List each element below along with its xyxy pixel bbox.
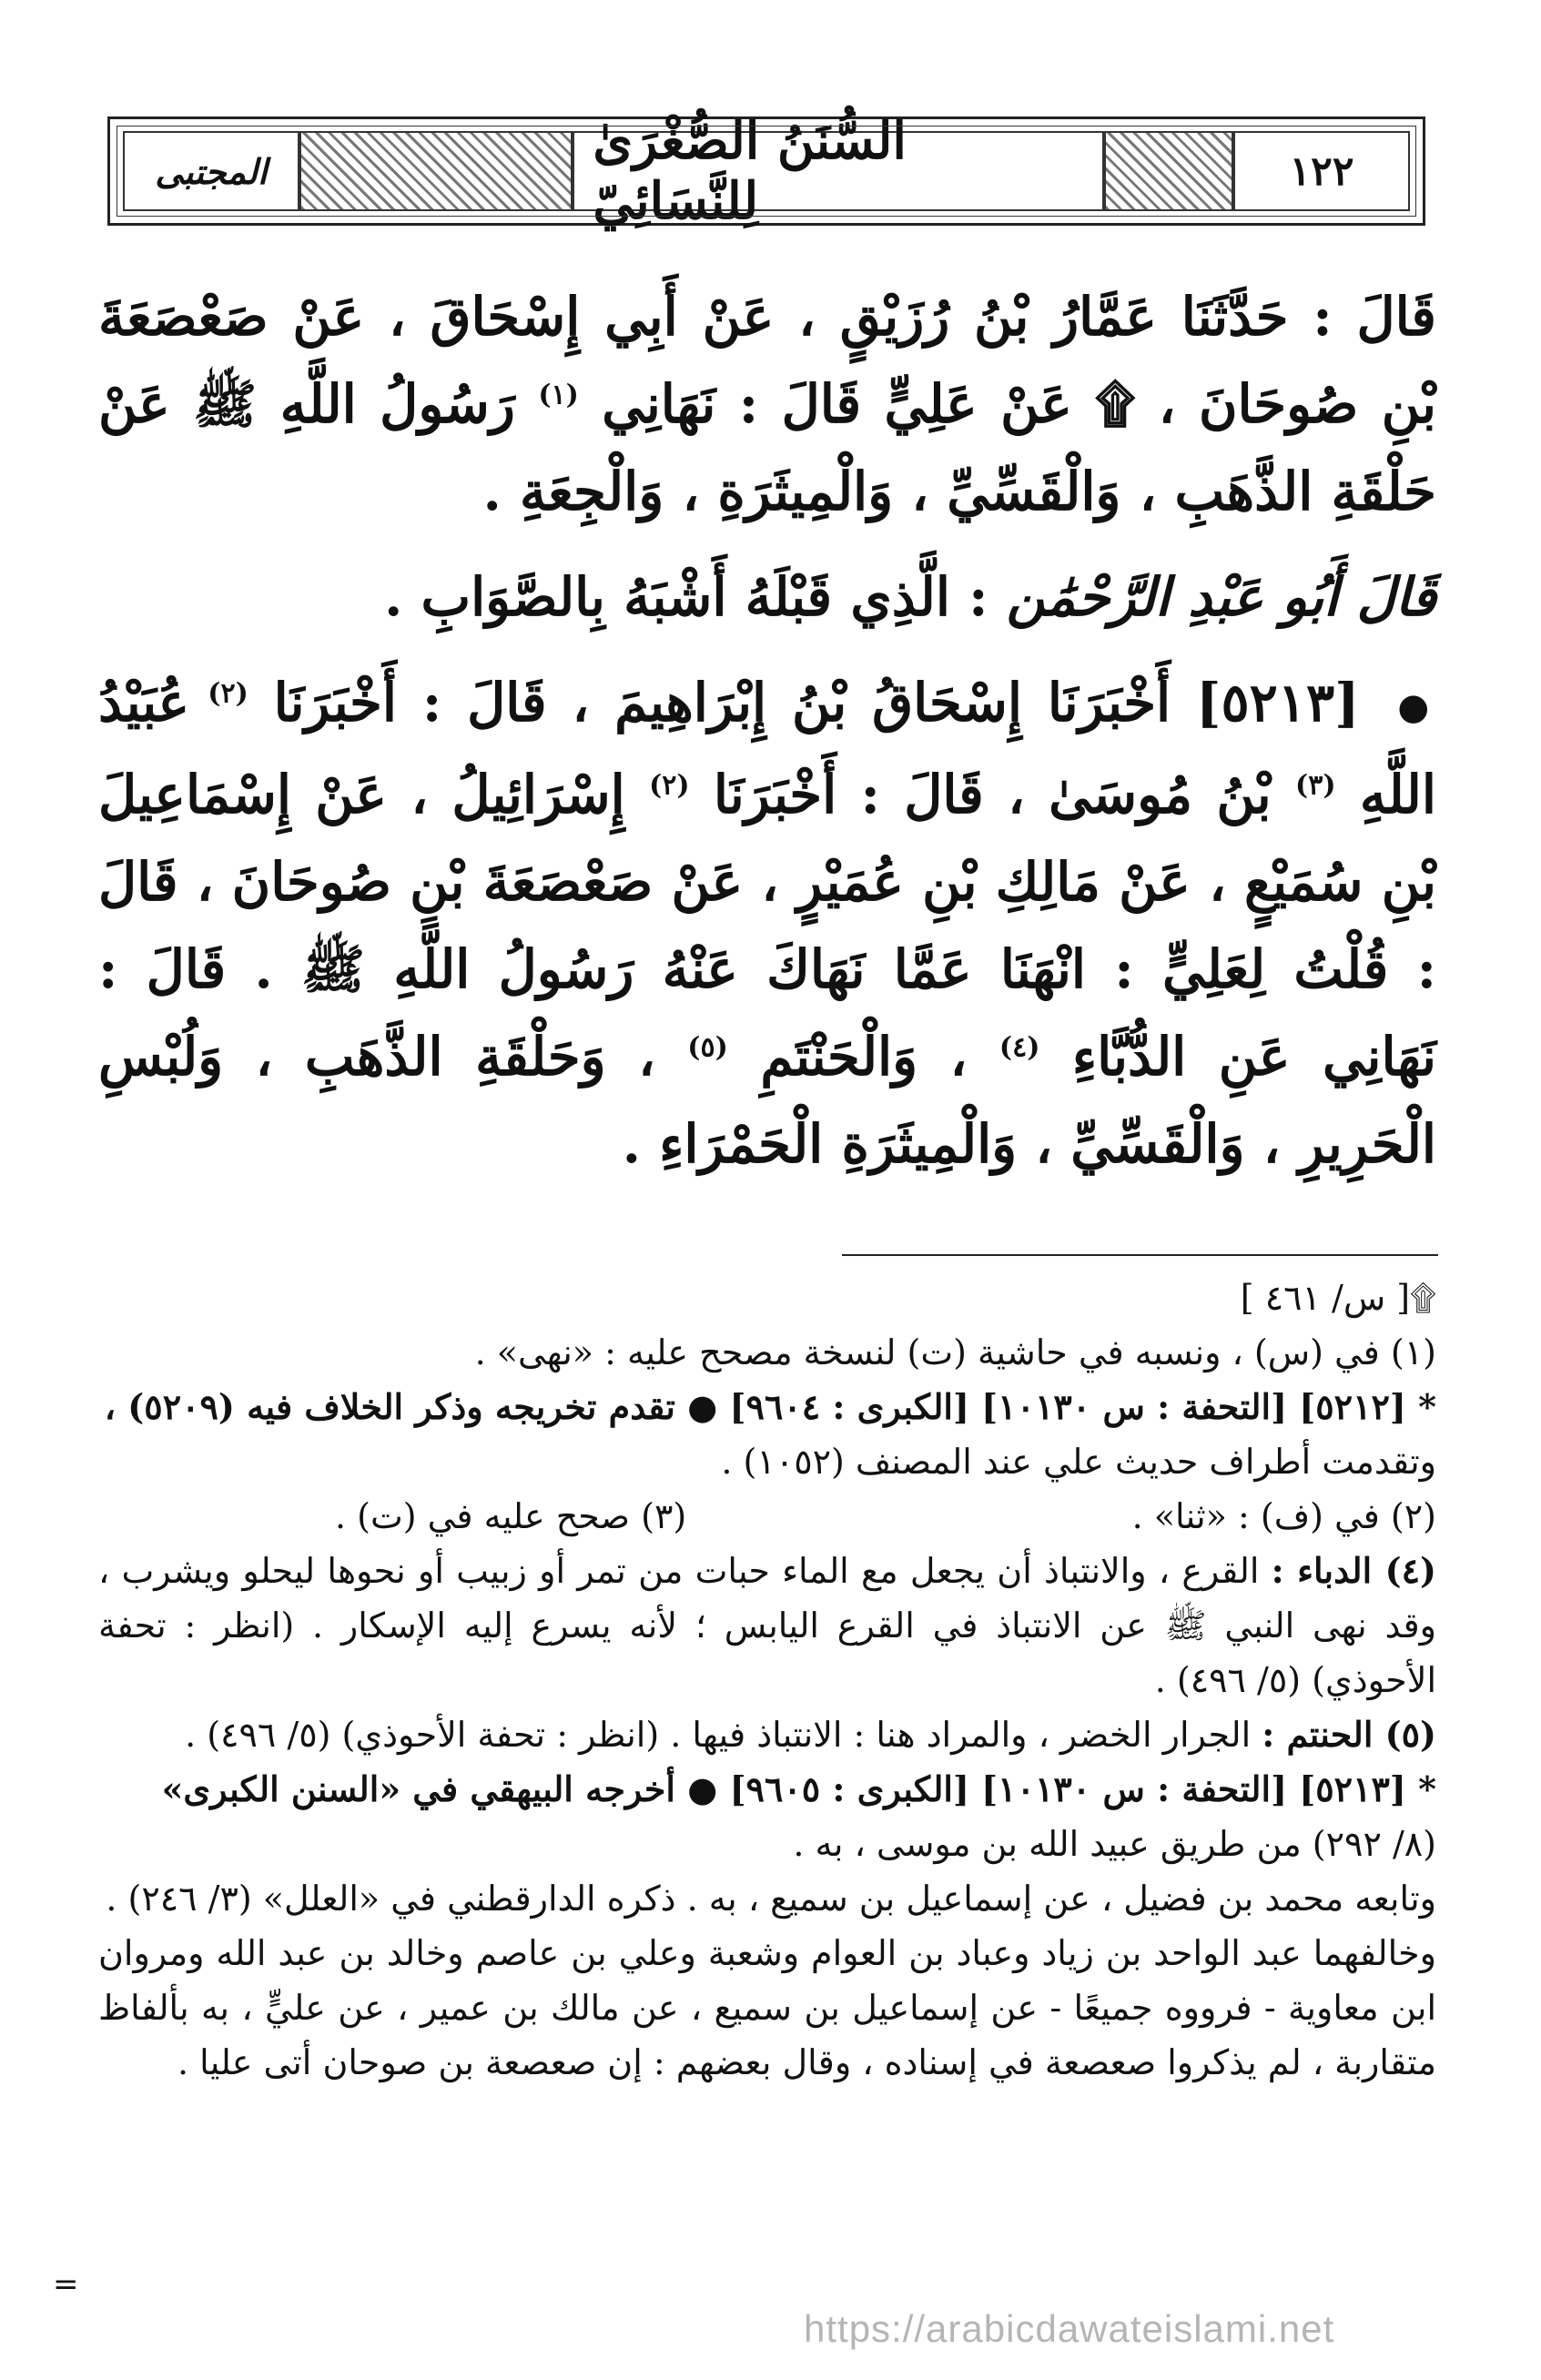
p3-e: ، وَالْحَنْتَمِ <box>760 1026 968 1088</box>
ornament-left <box>299 131 573 211</box>
book-part-label: المجتبى <box>123 131 299 211</box>
footnote-ref-2b: (٢) <box>649 769 690 802</box>
ornament-right <box>1104 131 1233 211</box>
footnote-ref-3: (٣) <box>1295 769 1336 802</box>
narrator-label: قَالَ أَبُو عَبْدِ الرَّحْمَٰن <box>1006 566 1436 628</box>
footnote-2: (٢) في (ف) : «ثنا» . <box>1131 1496 1436 1536</box>
watermark-url: https://arabicdawateislami.net <box>804 2307 1335 2350</box>
page-header <box>107 111 1425 231</box>
p3-a: [٥٢١٣] أَخْبَرَنَا إِسْحَاقُ بْنُ إِبْرَاهِيمَ ، قَالَ : أَخْبَرَنَا <box>273 672 1360 734</box>
takhrij-note-2: وخالفهما عبد الواحد بن زياد وعباد بن العوام وشعبة وعلي بن عاصم وخالد بن عبد الله ومروان ابن معاوية - فرووه جميعًا - عن إسماعيل بن سميع ، عن مالك بن عمير ، عن عليٍّ ، به بألفاظ متقاربة ، لم يذكروا صعصعة في إسناده ، وقال بعضهم : إن صعصعة بن صوحان أتى عليا . <box>98 1933 1437 2082</box>
main-text <box>98 273 1436 1188</box>
footnote-ref-2: (٢) <box>208 677 248 710</box>
bullet-icon: ● <box>1397 685 1436 728</box>
p3-d: إِسْرَائِيلُ ، عَنْ إِسْمَاعِيلَ بْنِ سُمَيْعٍ ، عَنْ مَالِكِ بْنِ عُمَيْرٍ ، عَنْ صَعْصَعَةَ بْنِ صُوحَانَ ، قَالَ : قُلْتُ لِعَلِيٍّ : انْهَنَا عَمَّا نَهَاكَ عَنْهُ رَسُولُ اللَّهِ ﷺ . قَالَ : نَهَانِي عَنِ الدُّبَّاءِ <box>98 764 1436 1088</box>
p3-f: ، وَحَلْقَةِ الذَّهَبِ ، وَلُبْسِ الْحَرِيرِ ، وَالْقَسِّيِّ ، وَالْمِيثَرَةِ الْحَمْرَاءِ . <box>98 1026 1436 1175</box>
takhrij-5213: * [٥٢١٣] [التحفة : س ١٠١٣٠] [الكبرى : ٩٦٠٥] ● أخرجه البيهقي في «السنن الكبرى» <box>161 1768 1436 1809</box>
footnotes-2-3 <box>98 1489 1436 1544</box>
p1-continuation: رَسُولُ اللَّهِ ﷺ عَنْ حَلْقَةِ الذَّهَبِ ، وَالْقَسِّيِّ ، وَالْمِيثَرَةِ ، وَالْجِعَةِ . <box>98 373 1436 522</box>
footnote-ref-1: (١) <box>538 379 579 411</box>
p1-text: قَالَ : حَدَّثَنَا عَمَّارُ بْنُ رُزَيْقٍ ، عَنْ أَبِي إِسْحَاقَ ، عَنْ صَعْصَعَةَ بْنِ صُوحَانَ ، ۩ عَنْ عَلِيٍّ قَالَ : نَهَانِي <box>98 286 1436 435</box>
footnotes <box>98 1271 1436 2090</box>
footnote-4 <box>98 1544 1436 1707</box>
paragraph-2 <box>98 553 1436 641</box>
p3-c: بْنُ مُوسَىٰ ، قَالَ : أَخْبَرَنَا <box>713 764 1272 825</box>
p3-b: عُبَيْدُ اللَّهِ <box>98 672 1436 825</box>
paragraph-1 <box>98 273 1436 535</box>
footnote-ref-5: (٥) <box>687 1031 728 1064</box>
p2-text: : الَّذِي قَبْلَهُ أَشْبَهُ بِالصَّوَابِ . <box>384 566 988 628</box>
footnote-4-text: القرع ، والانتباذ أن يجعل مع الماء حبات من تمر أو زبيب أو نحوها ليحلو ويشرب ، وقد نهى النبي ﷺ عن الانتباذ في القرع اليابس ؛ لأنه يسرع إليه الإسكار . (انظر : تحفة الأحوذي) (٥/ ٤٩٦) . <box>98 1551 1436 1700</box>
footnote-ref-4: (٤) <box>999 1031 1040 1064</box>
takhrij-5213-cont: (٨/ ٢٩٢) من طريق عبيد الله بن موسى ، به . <box>793 1824 1436 1864</box>
takhrij-note-1: وتابعه محمد بن فضيل ، عن إسماعيل بن سميع ، به . ذكره الدارقطني في «العلل» (٣/ ٢٤٦) . <box>106 1879 1436 1919</box>
footnote-1: (١) في (س) ، ونسبه في حاشية (ت) لنسخة مصحح عليه : «نهى» . <box>474 1332 1436 1372</box>
footnote-3: (٣) صحح عليه في (ت) . <box>335 1496 687 1536</box>
footnote-5-term: (٥) الحنتم : <box>1262 1714 1436 1755</box>
footnote-5-text: الجرار الخضر ، والمراد هنا : الانتباذ فيها . (انظر : تحفة الأحوذي) (٥/ ٤٩٦) . <box>185 1715 1252 1755</box>
footnote-4-term: (٤) الدباء : <box>1271 1550 1436 1591</box>
footnote-ref-page: ۩[ س/ ٤٦١ ] <box>1240 1278 1436 1318</box>
continuation-mark: = <box>53 2266 79 2303</box>
footnote-5 <box>98 1707 1436 1762</box>
footnote-divider <box>842 1254 1438 1256</box>
hadith-5213 <box>98 659 1436 1188</box>
page-number: ١٢٢ <box>1233 131 1410 211</box>
takhrij-5212-cont: وتقدمت أطراف حديث علي عند المصنف (١٠٥٢) . <box>721 1442 1436 1482</box>
takhrij-5212: * [٥٢١٢] [التحفة : س ١٠١٣٠] [الكبرى : ٩٦٠٤] ● تقدم تخريجه وذكر الخلاف فيه (٥٢٠٩) ، <box>104 1386 1436 1427</box>
book-title: السُّنَنُ الصُّغْرَىٰ لِلنَّسَائِيّ <box>573 131 1103 211</box>
